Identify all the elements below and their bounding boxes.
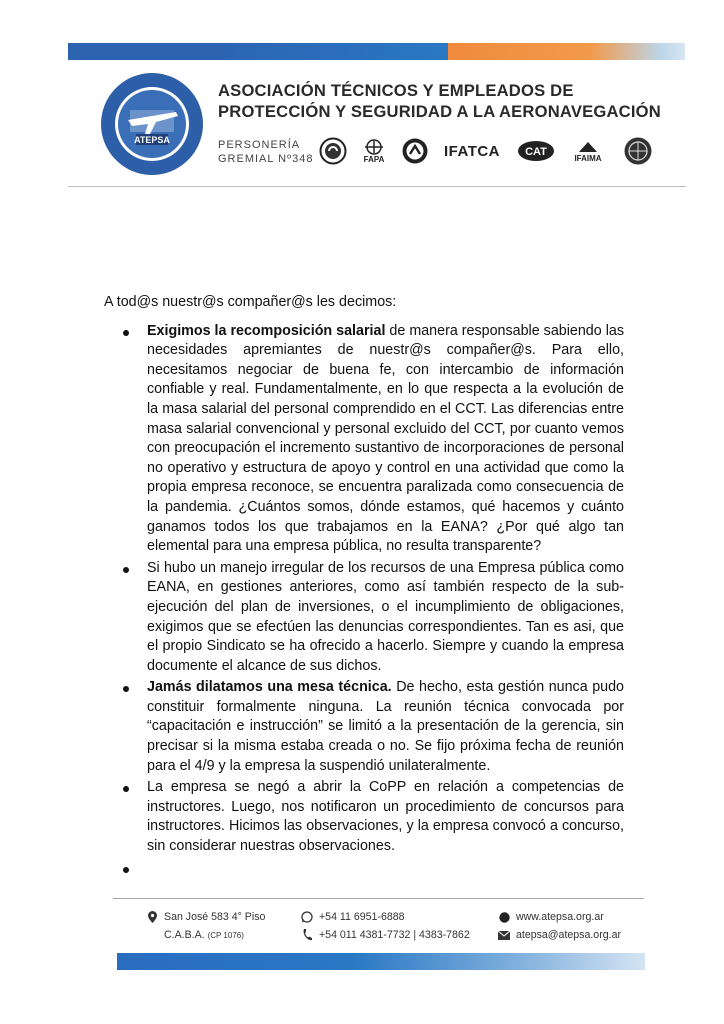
footer-contact (145, 908, 625, 948)
list-item: La empresa se negó a abrir la CoPP en relación a competencias de instructores. Luego, nos notificaron un procedimiento de concursos para instructores. Hicimos las observaciones, y la empresa convocó a concurso, sin considerar nuestras observaciones. (104, 778, 624, 856)
bullet-icon (123, 786, 129, 792)
whatsapp-icon (300, 911, 314, 923)
header-divider (68, 186, 686, 187)
list-item: Si hubo un manejo irregular de los recursos de una Empresa pública como EANA, en gestiones anteriores, como así también respecto de la sub-ejecución del plan de inversiones, o el incumplimiento de obligaciones, exigimos que se efectúen las denuncias correspondientes. Tan es asi, que el propio Sindicato se ha ofrecido a hacerlo. Siempre y cuando la empresa documente el alcance de sus dichos. (104, 559, 624, 677)
affiliation-logos (318, 136, 663, 168)
org-title-line2: PROTECCIÓN Y SEGURIDAD A LA AERONAVEGACIÓN (218, 102, 661, 121)
bullet-icon (123, 330, 129, 336)
intro-text: A tod@s nuestr@s compañer@s les decimos: (104, 294, 397, 310)
demands-list (104, 322, 624, 879)
list-item: Jamás dilatamos una mesa técnica. De hecho, esta gestión nunca pudo constituir formalmente ninguna. La reunión técnica convocada por “capacitación e instrucción” se limitó a la presentación de la gerencia, sin precisar si la misma estaba creada o no. Se fijo próxima fecha de reunión para el 4/9 y la empresa la suspendió unilateralmente. (104, 678, 624, 776)
fapa-logo-icon: FAPA (360, 136, 388, 166)
ifatca-logo: IFATCA (443, 142, 501, 160)
bullet-icon (123, 686, 129, 692)
list-item: Exigimos la recomposición salarial de manera responsable sabiendo las necesidades apremiantes de nuestr@s compañer@s. Para ello, necesitamos negociar de buena fe, con intercambio de información confiable y real. Fundamentalmente, en lo que respecta a la evolución de la masa salarial del personal comprendido en el CCT. Las diferencias entre masa salarial convencional y personal excluido del CCT, por cuanto vemos con preocupación el incremento sustantivo de incorporaciones de personal no operativo y estructura de apoyo y control en una actividad que como la propia empresa reconoce, se encuentra paralizada como consecuencia de la pandemia. ¿Cuántos somos, dónde estamos, qué hacemos y cuánto ganamos todos los que trabajamos en la EANA? ¿Por qué algo tan elemental para una empresa pública, no resulta transparente? (104, 322, 624, 557)
mail-icon (497, 931, 511, 940)
globe-logo-icon (622, 136, 654, 166)
location-pin-icon (145, 911, 159, 923)
document-body (104, 293, 624, 880)
phone-icon (300, 929, 314, 941)
footer-web (497, 908, 621, 944)
cgt-logo-icon (318, 136, 348, 166)
email-link[interactable]: atepsa@atepsa.org.ar (516, 929, 621, 941)
seal-text: ATEPSA (134, 135, 170, 145)
itf-logo-icon (400, 136, 430, 166)
list-item (104, 859, 624, 879)
organization-title (218, 80, 661, 122)
svg-text:CAT: CAT (525, 146, 547, 158)
cat-logo (516, 136, 556, 166)
footer-address: San José 583 4° Piso C.A.B.A. (CP 1076) (145, 908, 265, 944)
header-color-bar (68, 43, 685, 60)
web-globe-icon (497, 912, 511, 923)
ifaima-logo: IFAIMA (568, 136, 608, 166)
footer-phones: +54 11 6951-6888 +54 011 4381-7732 | 4383-7862 (300, 908, 470, 944)
bullet-icon (123, 567, 129, 573)
bullet-icon (123, 867, 129, 873)
footer-color-bar (117, 953, 645, 970)
org-title-line1: ASOCIACIÓN TÉCNICOS Y EMPLEADOS DE (218, 81, 574, 100)
personeria-gremial: PERSONERÍA GREMIAL Nº348 (218, 139, 314, 165)
website-link[interactable]: www.atepsa.org.ar (516, 911, 604, 923)
atepsa-seal-logo (100, 72, 204, 176)
footer-divider (113, 898, 644, 899)
